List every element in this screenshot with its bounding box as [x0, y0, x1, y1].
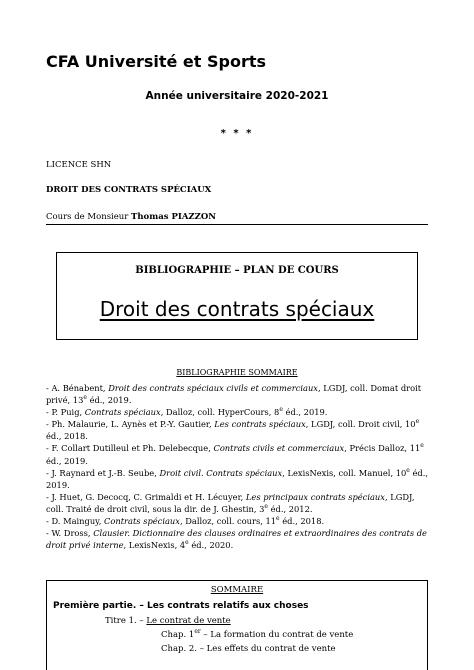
document-title: Droit des contrats spéciaux	[99, 297, 375, 321]
teacher-prefix: Cours de Monsieur	[46, 212, 132, 222]
title-box	[56, 252, 418, 340]
titre-label: Le contrat de vente	[146, 616, 231, 626]
summary-chapter-2: Chap. 2. – Les effets du contrat de vente	[161, 644, 336, 654]
academic-year: Année universitaire 2020-2021	[145, 90, 329, 102]
teacher-name: Thomas PIAZZON	[131, 212, 217, 222]
chapter-1-rest: – La formation du contrat de vente	[200, 630, 354, 640]
school-name: CFA Université et Sports	[46, 52, 267, 71]
bibliography-entry: - F. Collart Dutilleul et Ph. Delebecque, Contrats civils et commerciaux, Précis Dalloz, 11e éd., 2019.	[46, 442, 424, 466]
course-code: DROIT DES CONTRATS SPÉCIAUX	[46, 185, 212, 195]
bibliography-list	[46, 382, 430, 551]
summary-chapter-1	[161, 630, 353, 640]
summary-box	[46, 580, 428, 670]
bibliography-entry: - J. Huet, G. Decocq, C. Grimaldi et H. Lécuyer, Les principaux contrats spéciaux, LGDJ, coll. Traité de droit civil, sous la dir. de J. Ghestin, 3e éd., 2012.	[46, 491, 415, 514]
bibliography-entry: - A. Bénabent, Droit des contrats spéciaux civils et commerciaux, LGDJ, coll. Domat droit privé, 13e éd., 2019.	[46, 383, 422, 406]
header-divider	[46, 224, 428, 225]
licence-label: LICENCE SHN	[46, 160, 112, 170]
title-box-heading: BIBLIOGRAPHIE – PLAN DE COURS	[135, 265, 339, 276]
teacher-line	[46, 212, 216, 222]
titre-prefix: Titre 1. –	[105, 616, 147, 626]
summary-part: Première partie. – Les contrats relatifs aux choses	[53, 601, 309, 611]
bibliography-entry: - D. Mainguy, Contrats spéciaux, Dalloz, coll. cours, 11e éd., 2018.	[46, 515, 325, 527]
bibliography-entry: - P. Puig, Contrats spéciaux, Dalloz, coll. HyperCours, 8e éd., 2019.	[46, 406, 328, 418]
bibliography-entry: - W. Dross, Clausier. Dictionnaire des clauses ordinaires et extraordinaires des contrats de droit privé interne, LexisNexis, 4e éd., 2020.	[46, 528, 427, 551]
summary-heading: SOMMAIRE	[210, 585, 264, 595]
bibliography-entry: - J. Raynard et J.-B. Seube, Droit civil. Contrats spéciaux, LexisNexis, coll. Manuel, 10e éd., 2019.	[46, 466, 428, 490]
chapter-1-prefix: Chap. 1	[161, 630, 195, 640]
chapter-1-sup: er	[194, 628, 201, 636]
separator-stars: * * *	[220, 128, 254, 139]
summary-titre	[105, 616, 231, 626]
bibliography-heading: BIBLIOGRAPHIE SOMMAIRE	[176, 368, 298, 377]
bibliography-entry: - Ph. Malaurie, L. Aynès et P.-Y. Gautier, Les contrats spéciaux, LGDJ, coll. Droit civil, 10e éd., 2018.	[46, 418, 420, 442]
